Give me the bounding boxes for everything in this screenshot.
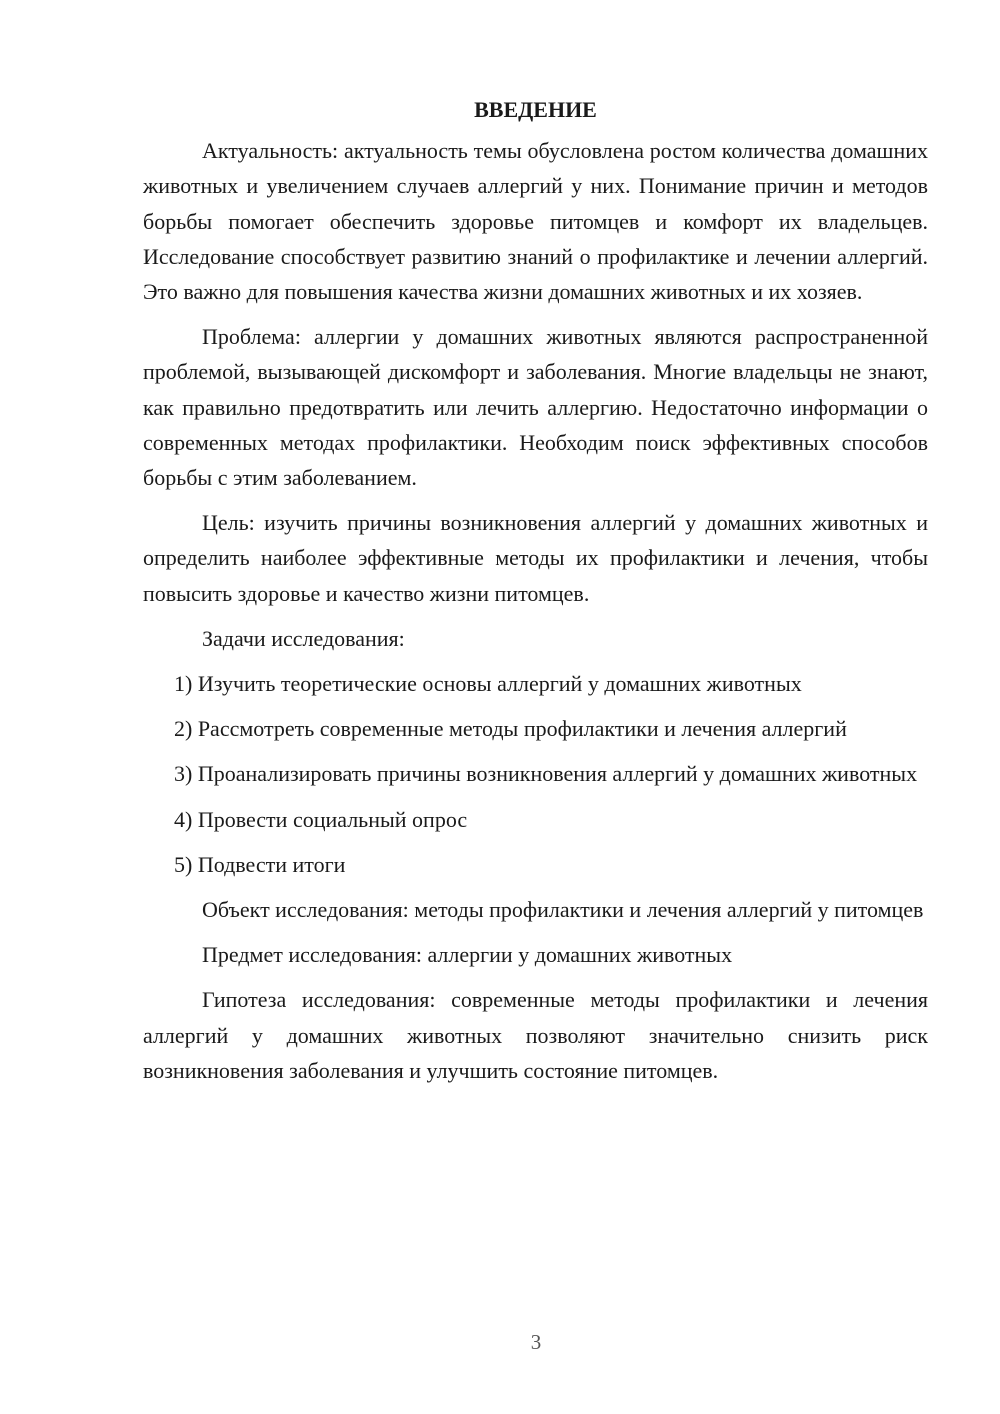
paragraph-object: Объект исследования: методы профилактики и лечения аллергий у питомцев (202, 897, 924, 923)
paragraph-problem: Проблема: аллергии у домашних животных являются распространенной проблемой, вызывающей дискомфорт и заболевания. Многие владельцы не знают, как правильно предотвратить или лечить аллергию. Недостаточно информации о современных методах профилактики. Необходим поиск эффективных способов борьбы с этим заболеванием. (143, 324, 928, 491)
paragraph-subject: Предмет исследования: аллергии у домашних животных (202, 942, 733, 968)
page-title: ВВЕДЕНИЕ (474, 97, 597, 122)
paragraph-tasks-heading: Задачи исследования: (202, 625, 405, 651)
paragraph-goal: Цель: изучить причины возникновения аллергий у домашних животных и определить наиболее эффективные методы их профилактики и лечения, чтобы повысить здоровье и качество жизни питомцев. (143, 510, 928, 606)
task-item-5: 5) Подвести итоги (174, 851, 346, 877)
task-item-2: 2) Рассмотреть современные методы профилактики и лечения аллергий (174, 716, 847, 742)
paragraph-hypothesis: Гипотеза исследования: современные методы профилактики и лечения аллергий у домашних животных позволяют значительно снизить риск возникновения заболевания и улучшить состояние питомцев. (143, 987, 928, 1083)
paragraph-relevance: Актуальность: актуальность темы обусловлена ростом количества домашних животных и увеличением случаев аллергий у них. Понимание причин и методов борьбы помогает обеспечить здоровье питомцев и комфорт их владельцев. Исследование способствует развитию знаний о профилактике и лечении аллергий. Это важно для повышения качества жизни домашних животных и их хозяев. (143, 138, 928, 305)
task-item-4: 4) Провести социальный опрос (174, 806, 468, 832)
task-item-1: 1) Изучить теоретические основы аллергий у домашних животных (174, 671, 802, 697)
document-page (143, 92, 928, 1098)
task-item-3: 3) Проанализировать причины возникновения аллергий у домашних животных (174, 761, 918, 787)
page-number: 3 (530, 1330, 542, 1354)
